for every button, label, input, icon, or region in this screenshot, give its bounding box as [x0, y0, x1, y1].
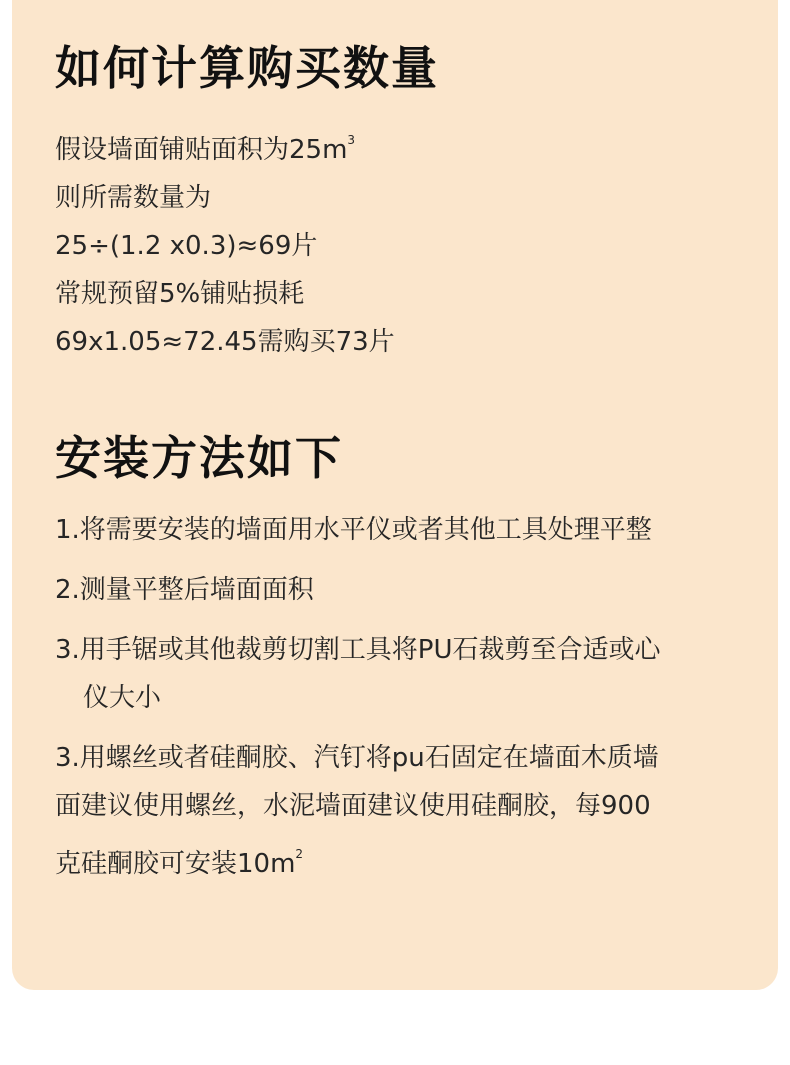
- step-fix-stone: [55, 734, 770, 888]
- step-level-wall: [55, 506, 770, 554]
- coverage-unit-superscript: 2: [295, 846, 304, 861]
- required-quantity-line: 则所需数量为: [55, 182, 212, 213]
- area-assumption-text: 假设墙面铺贴面积为25m: [55, 134, 348, 165]
- step-text: 2.测量平整后墙面面积: [55, 574, 314, 605]
- purchase-quantity-section: [55, 40, 770, 366]
- step-text-continuation: 仪大小: [83, 682, 162, 713]
- loss-reserve-line: 常规预留5%铺贴损耗: [55, 278, 305, 309]
- coverage-text: 克硅酮胶可安装10m: [55, 848, 296, 879]
- step-text-continuation: [55, 830, 770, 888]
- calculation-block: [55, 116, 770, 366]
- step-cut-stone: [55, 626, 770, 722]
- step-text: 1.将需要安装的墙面用水平仪或者其他工具处理平整: [55, 514, 652, 545]
- area-unit-superscript: 3: [347, 132, 356, 147]
- final-quantity-line: 69x1.05≈72.45需购买73片: [55, 326, 395, 357]
- formula-line: 25÷(1.2 x0.3)≈69片: [55, 230, 318, 261]
- area-assumption-line: [55, 116, 770, 174]
- installation-heading: 安装方法如下: [55, 431, 343, 485]
- step-measure-area: [55, 566, 770, 614]
- installation-steps: [55, 506, 770, 888]
- step-text-continuation: 面建议使用螺丝，水泥墙面建议使用硅酮胶，每900: [55, 790, 651, 821]
- installation-section: [55, 430, 770, 900]
- step-text: 3.用手锯或其他裁剪切割工具将PU石裁剪至合适或心: [55, 634, 661, 665]
- purchase-quantity-heading: 如何计算购买数量: [55, 41, 439, 95]
- step-text: 3.用螺丝或者硅酮胶、汽钉将pu石固定在墙面木质墙: [55, 742, 659, 773]
